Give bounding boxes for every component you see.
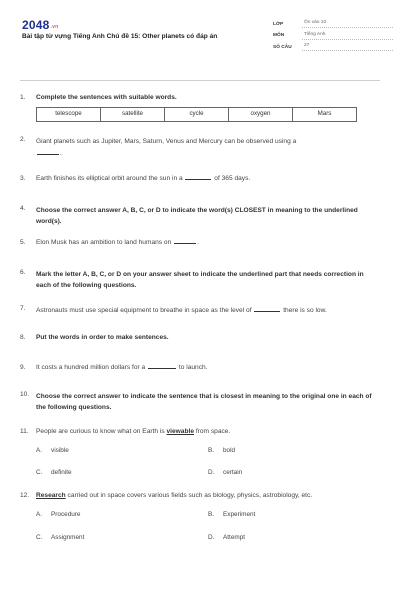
option-letter: B. <box>208 446 215 454</box>
meta-value: Ôn vào 10 <box>302 20 393 28</box>
meta-row-count <box>273 41 393 51</box>
answer-options-12 <box>36 511 380 542</box>
question-instruction: Mark the letter A, B, C, or D on your answer sheet to indicate the underlined part that needs correction in each of the following questions. <box>36 271 364 290</box>
question-3 <box>20 175 380 184</box>
question-number: 7. <box>20 304 26 312</box>
question-text-pre: People are curious to know what on Earth is <box>36 427 165 435</box>
option-text: Procedure <box>51 510 81 518</box>
question-text-pre: Earth finishes its elliptical orbit around the sun in a <box>36 174 183 182</box>
underlined-word: Research <box>36 492 66 500</box>
question-number: 11. <box>20 427 29 435</box>
meta-value: 27 <box>302 43 393 51</box>
question-number: 8. <box>20 333 26 341</box>
meta-key: SỐ CÂU <box>273 44 292 50</box>
header-divider <box>20 80 380 81</box>
question-7 <box>20 305 380 316</box>
option-text: definite <box>51 469 72 477</box>
question-text-pre: It costs a hundred million dollars for a <box>36 363 146 371</box>
document-title: Bài tập từ vựng Tiếng Anh Chủ đề 15: Other planets có đáp án <box>22 33 218 40</box>
word-bank-item: oxygen <box>229 108 293 121</box>
option-text: Assignment <box>51 533 85 541</box>
option-letter: C. <box>36 533 43 541</box>
meta-value: Tiếng Anh <box>302 32 393 40</box>
question-text-post: to launch. <box>178 363 208 371</box>
question-5 <box>20 239 380 248</box>
answer-option[interactable] <box>208 447 380 456</box>
question-text-post: from space. <box>195 427 231 435</box>
question-number: 10. <box>20 390 30 398</box>
answer-blank[interactable] <box>148 368 176 369</box>
underlined-word: viewable <box>166 427 194 435</box>
option-letter: B. <box>208 510 215 518</box>
option-letter: A. <box>36 446 43 454</box>
question-number: 4. <box>20 204 26 212</box>
question-text-post: there is so low. <box>283 306 327 314</box>
question-number: 9. <box>20 363 26 371</box>
question-number: 6. <box>20 269 26 277</box>
logo-main: 2048 <box>22 18 50 32</box>
question-2 <box>20 136 380 161</box>
question-12 <box>20 492 380 501</box>
question-11 <box>20 428 380 437</box>
question-text-pre: Elon Musk has an ambition to land humans on <box>36 239 172 247</box>
logo-suffix: .vn <box>50 24 59 30</box>
answer-option[interactable] <box>208 469 380 478</box>
word-bank-item: telescope <box>37 108 101 121</box>
question-6 <box>20 269 380 291</box>
option-text: certain <box>223 469 243 477</box>
answer-option[interactable] <box>208 534 380 543</box>
question-text-pre: Astronauts must use special equipment to breathe in space as the level of <box>36 306 252 314</box>
question-text: Giant planets such as Jupiter, Mars, Saturn, Venus and Mercury can be observed using a <box>36 137 297 145</box>
question-number: 5. <box>20 239 26 247</box>
word-bank-item: Mars <box>317 110 332 118</box>
question-instruction: Choose the correct answer to indicate the sentence that is closest in meaning to the original one in each of the following questions. <box>36 392 372 411</box>
meta-info <box>273 18 393 53</box>
answer-option[interactable] <box>36 534 208 543</box>
answer-options-11 <box>36 447 380 478</box>
question-text-post: . <box>197 239 199 247</box>
question-text-post: carried out in space covers various fields such as biology, physics, astrobiology, etc. <box>67 492 313 500</box>
worksheet-header <box>20 14 380 68</box>
option-text: Experiment <box>223 510 256 518</box>
question-4 <box>20 205 380 227</box>
word-bank <box>36 107 357 122</box>
option-letter: A. <box>36 510 43 518</box>
meta-row-subject <box>273 30 393 40</box>
question-instruction: Choose the correct answer A, B, C, or D to indicate the word(s) CLOSEST in meaning to the underlined word(s). <box>36 206 358 226</box>
question-1 <box>20 94 380 122</box>
answer-option[interactable] <box>36 447 208 456</box>
question-text-post: of 365 days. <box>214 174 251 182</box>
meta-row-class <box>273 18 393 28</box>
question-number: 12. <box>20 492 30 500</box>
question-instruction: Put the words in order to make sentences. <box>36 333 169 341</box>
site-logo[interactable] <box>22 17 58 33</box>
answer-blank[interactable] <box>254 311 280 312</box>
meta-key: MÔN <box>273 33 285 39</box>
option-letter: C. <box>36 469 43 477</box>
question-8 <box>20 334 380 343</box>
question-9 <box>20 364 380 373</box>
meta-key: LỚP <box>273 21 284 27</box>
answer-option[interactable] <box>36 469 208 478</box>
question-number: 2. <box>20 135 26 143</box>
question-instruction: Complete the sentences with suitable words. <box>36 94 177 101</box>
option-text: bold <box>223 446 236 454</box>
option-text: visible <box>51 446 69 454</box>
answer-blank[interactable] <box>174 243 196 244</box>
answer-blank[interactable] <box>37 154 59 155</box>
word-bank-item: satellite <box>101 108 165 121</box>
answer-blank[interactable] <box>185 179 211 180</box>
word-bank-item: cycle <box>165 108 229 121</box>
option-text: Attempt <box>223 533 246 541</box>
question-number: 3. <box>20 174 26 182</box>
answer-option[interactable] <box>208 511 380 520</box>
option-letter: D. <box>208 533 215 541</box>
answer-option[interactable] <box>36 511 208 520</box>
question-10 <box>20 391 380 413</box>
option-letter: D. <box>208 469 215 477</box>
question-number: 1. <box>20 94 26 101</box>
question-text-end: . <box>60 150 62 158</box>
